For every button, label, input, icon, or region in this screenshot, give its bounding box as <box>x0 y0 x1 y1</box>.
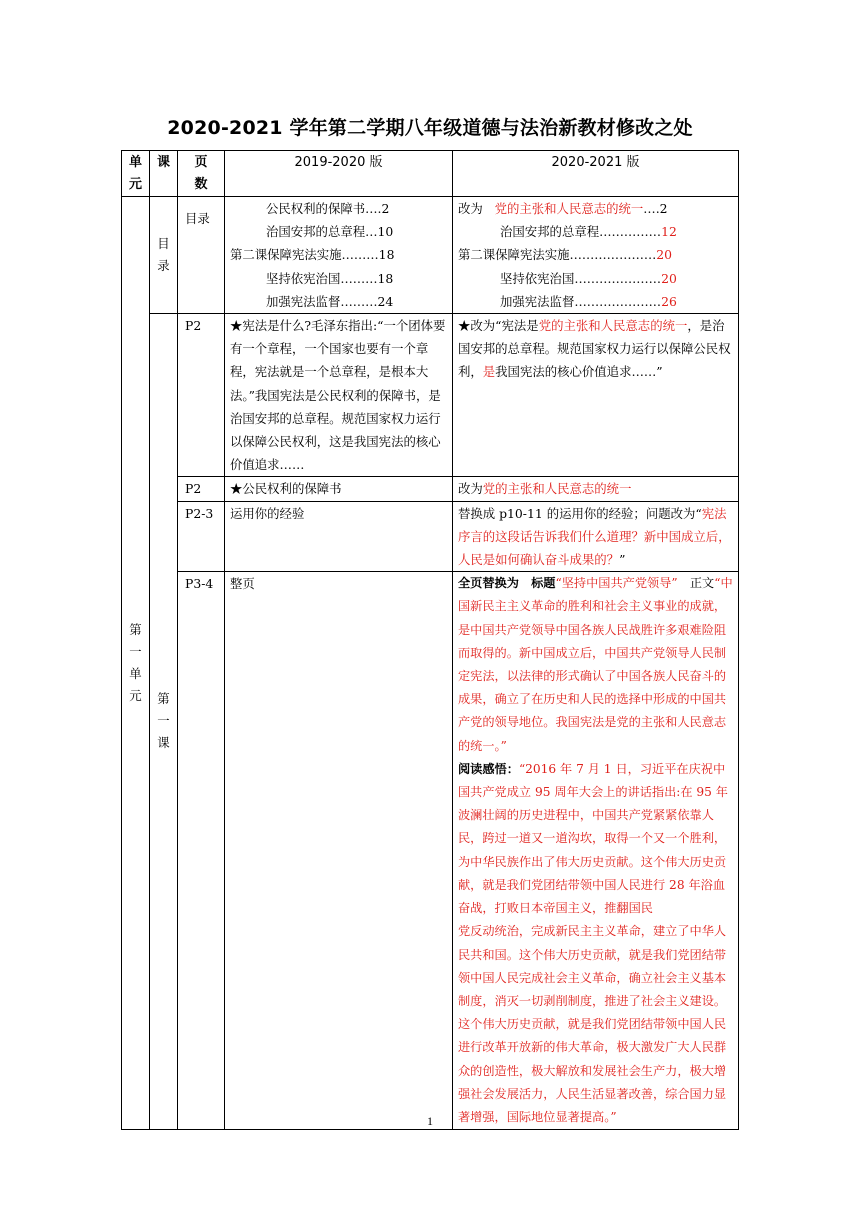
revision-table <box>121 150 739 1130</box>
replacement-paragraph: 全页替换为 标题“坚持中国共产党领导” 正文“中国新民主主义革命的胜利和社会主义事业的成就，是中国共产党领导中国各族人民战胜许多艰难险阻而取得的。新中国成立后，中国共产党领导人民制定宪法，以法律的形式确认了中国各族人民奋斗的成果，确立了在历史和人民的选择中形成的中国共产党的领导地位。我国宪法是党的主张和人民意志的统一。” <box>458 576 733 753</box>
header-unit: 单元 <box>122 151 150 197</box>
page-cell: P3-4 <box>178 572 225 1130</box>
new-text-cell <box>453 572 739 1130</box>
old-text-cell: 运用你的经验 <box>225 501 453 572</box>
table-row <box>122 477 739 501</box>
toc-old-line: 坚持依宪治国………18 <box>266 270 394 286</box>
toc-old-cell <box>225 197 453 314</box>
toc-new-line: 改为 党的主张和人民意志的统一….2 <box>458 201 668 216</box>
toc-old-line: 治国安邦的总章程…10 <box>266 224 394 240</box>
reading-paragraph: 阅读感悟：“2016 年 7 月 1 日，习近平在庆祝中国共产党成立 95 周年大会上的讲话指出:在 95 年波澜壮阔的历史进程中，中国共产党紧紧依靠人民，跨过一道又一道沟坎，取得一个又一个胜利，为中华民族作出了伟大历史贡献。这个伟大历史贡献，就是我们党团结带领中国人民进行 28 年浴血奋战，打败日本帝国主义，推翻国民 <box>458 761 728 916</box>
old-text-cell: 整页 <box>225 572 453 1130</box>
page-cell: P2-3 <box>178 501 225 572</box>
header-new-version: 2020-2021 版 <box>453 151 739 197</box>
table-row-toc <box>122 197 739 314</box>
unit-label: 第一单元 <box>129 621 142 703</box>
page-number: 1 <box>427 1114 433 1128</box>
header-lesson: 课 <box>150 151 178 197</box>
header-page: 页数 <box>178 151 225 197</box>
table-row <box>122 501 739 572</box>
toc-new-line: 第二课保障宪法实施…………………20 <box>458 247 673 263</box>
toc-new-line: 治国安邦的总章程……………12 <box>500 224 677 240</box>
page-cell: P2 <box>178 314 225 477</box>
new-text-cell: 改为党的主张和人民意志的统一 <box>453 477 739 501</box>
reading-paragraph-continued: 党反动统治，完成新民主主义革命，建立了中华人民共和国。这个伟大历史贡献，就是我们党团结带领中国人民完成社会主义革命，确立社会主义基本制度，消灭一切剥削制度，推进了社会主义建设。这个伟大历史贡献，就是我们党团结带领中国人民进行改革开放新的伟大革命，极大激发广大人民群众的创造性，极大解放和发展社会生产力，极大增强社会发展活力，人民生活显著改善，综合国力显著增强，国际地位显著提高。” <box>458 924 727 1124</box>
toc-old-line: 公民权利的保障书….2 <box>266 201 390 216</box>
old-text-cell: ★宪法是什么?毛泽东指出:“一个团体要有一个章程，一个国家也要有一个章程，宪法就是一个总章程，是根本大法。”我国宪法是公民权利的保障书，是治国安邦的总章程。规范国家权力运行以保障公民权利，这是我国宪法的核心价值追求…… <box>225 314 453 477</box>
unit-cell <box>122 197 150 1130</box>
header-old-version: 2019-2020 版 <box>225 151 453 197</box>
toc-new-line: 坚持依宪治国…………………20 <box>500 270 677 286</box>
toc-lesson-cell: 目录 <box>150 197 178 314</box>
page-cell: P2 <box>178 477 225 501</box>
new-text-cell: ★改为“宪法是党的主张和人民意志的统一，是治国安邦的总章程。规范国家权力运行以保障公民权利，是我国宪法的核心价值追求……” <box>453 314 739 477</box>
toc-old-line: 加强宪法监督………24 <box>266 293 394 309</box>
toc-new-line: 加强宪法监督…………………26 <box>500 293 677 309</box>
toc-new-cell <box>453 197 739 314</box>
old-text-cell: ★公民权利的保障书 <box>225 477 453 501</box>
toc-page-cell: 目录 <box>178 197 225 314</box>
lesson1-cell: 第一课 <box>150 314 178 1130</box>
toc-old-line: 第二课保障宪法实施………18 <box>230 247 395 263</box>
table-row <box>122 572 739 1130</box>
new-text-cell: 替换成 p10-11 的运用你的经验；问题改为“宪法序言的这段话告诉我们什么道理？新中国成立后，人民是如何确认奋斗成果的？” <box>453 501 739 572</box>
table-row <box>122 314 739 477</box>
header-row <box>122 151 739 197</box>
document-title: 2020-2021 学年第二学期八年级道德与法治新教材修改之处 <box>167 117 693 139</box>
